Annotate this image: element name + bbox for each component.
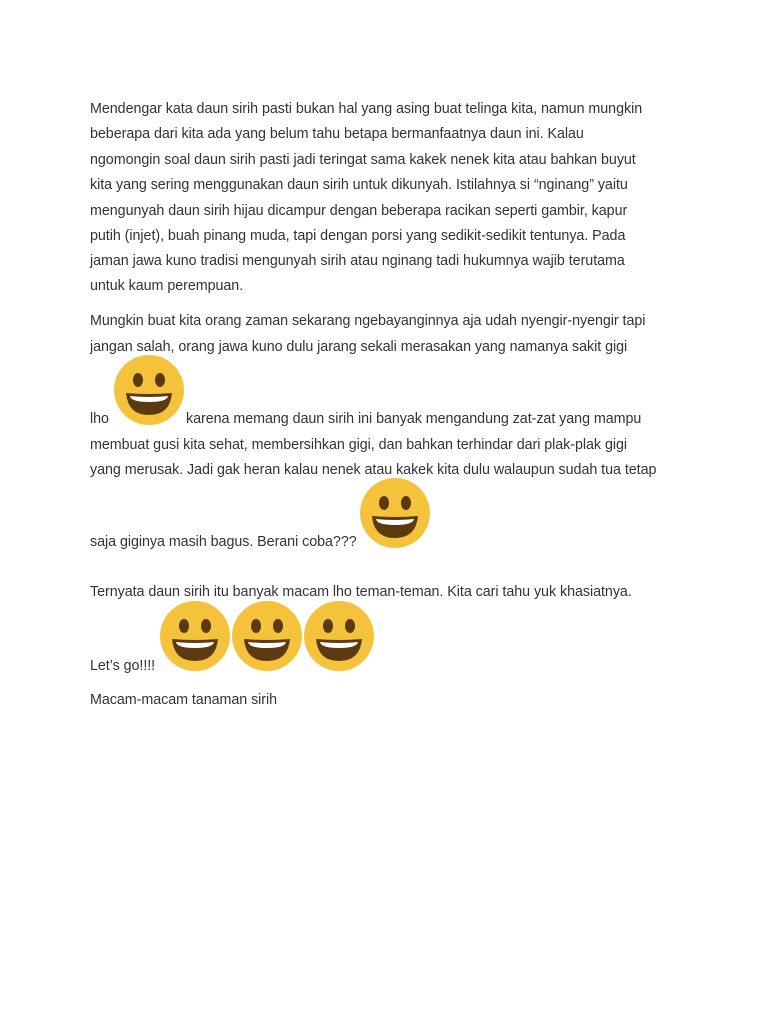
paragraph-1-line-4: kita yang sering menggunakan daun sirih untuk dikunyah. Istilahnya si “nginang” yaitu — [90, 177, 628, 193]
grinning-face-icon — [360, 478, 430, 548]
paragraph-2-line-5: membuat gusi kita sehat, membersihkan gigi, dan bahkan terhindar dari plak-plak gigi — [90, 437, 627, 453]
grinning-face-icon — [304, 601, 374, 671]
paragraph-1-line-5: mengunyah daun sirih hijau dicampur dengan beberapa racikan seperti gambir, kapur — [90, 203, 628, 219]
paragraph-2-line-2: jangan salah, orang jawa kuno dulu jarang sekali merasakan yang namanya sakit gigi — [90, 339, 628, 355]
grinning-face-icon — [114, 355, 184, 425]
paragraph-1-line-7: jaman jawa kuno tradisi mengunyah sirih atau nginang tadi hukumnya wajib terutama — [90, 253, 625, 269]
paragraph-1-line-1: Mendengar kata daun sirih pasti bukan hal yang asing buat telinga kita, namun mungkin — [90, 101, 643, 117]
paragraph-2-line-3: lho — [90, 411, 109, 427]
paragraph-2-line-1: Mungkin buat kita orang zaman sekarang ngebayanginnya aja udah nyengir-nyengir tapi — [90, 313, 646, 329]
grinning-face-icon — [232, 601, 302, 671]
paragraph-2-line-4: karena memang daun sirih ini banyak mengandung zat-zat yang mampu — [186, 411, 642, 427]
paragraph-1-line-3: ngomongin soal daun sirih pasti jadi teringat sama kakek nenek kita atau bahkan buyut — [90, 152, 636, 168]
paragraph-2-line-7: saja giginya masih bagus. Berani coba??? — [90, 534, 357, 550]
paragraph-4: Let’s go!!!! — [90, 658, 156, 674]
grinning-face-icon — [160, 601, 230, 671]
paragraph-5: Macam-macam tanaman sirih — [90, 692, 278, 708]
paragraph-2-line-6: yang merusak. Jadi gak heran kalau nenek atau kakek kita dulu walaupun sudah tua tetap — [90, 462, 657, 478]
paragraph-1-line-2: beberapa dari kita ada yang belum tahu betapa bermanfaatnya daun ini. Kalau — [90, 126, 584, 142]
paragraph-3: Ternyata daun sirih itu banyak macam lho teman-teman. Kita cari tahu yuk khasiatnya. — [90, 584, 632, 600]
paragraph-1-line-6: putih (injet), buah pinang muda, tapi dengan porsi yang sedikit-sedikit tentunya. Pada — [90, 228, 626, 244]
paragraph-1-line-8: untuk kaum perempuan. — [90, 278, 244, 294]
